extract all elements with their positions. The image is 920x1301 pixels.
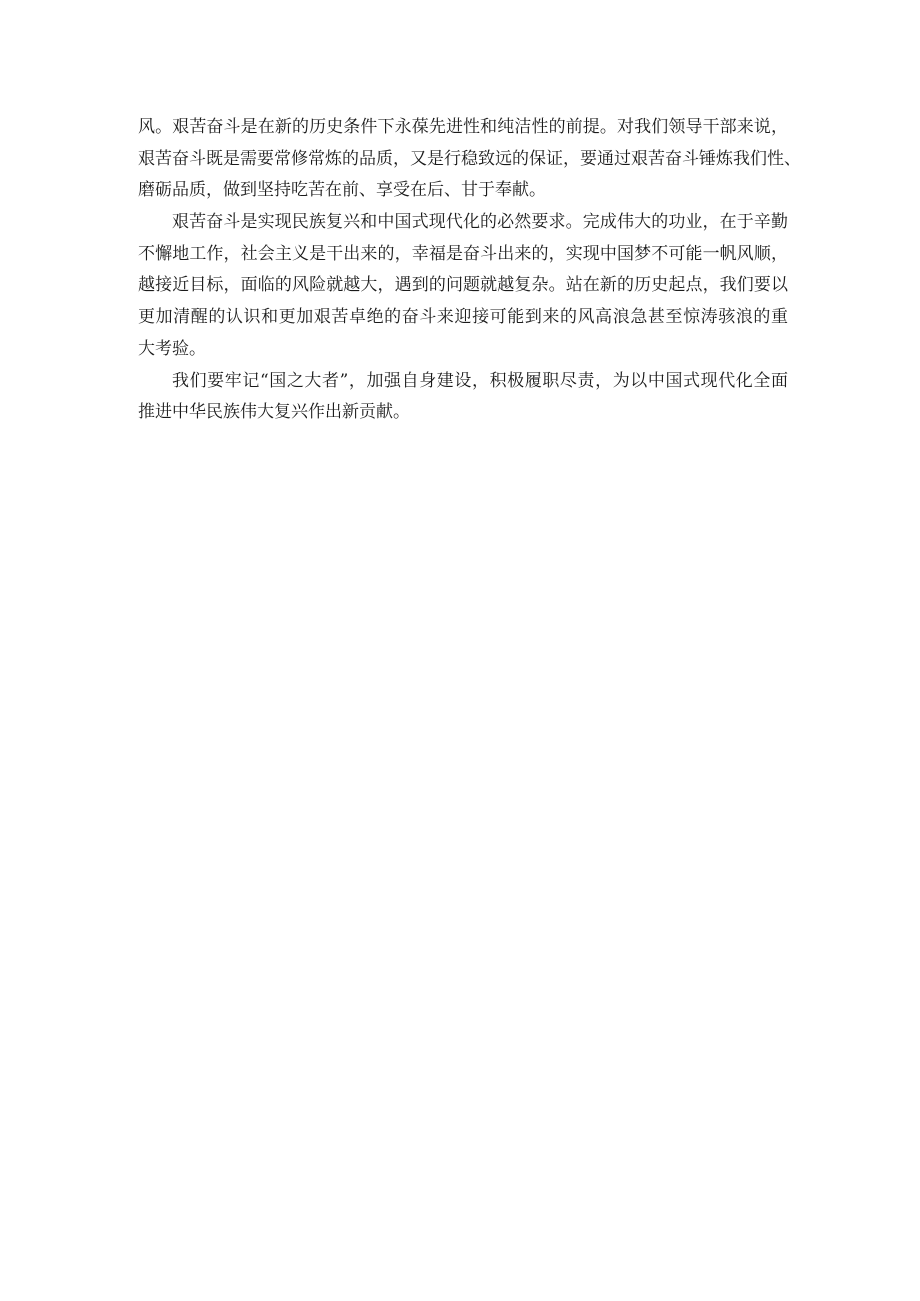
document-body [138, 112, 801, 429]
paragraph-3 [138, 366, 788, 429]
text-line: 推进中华民族伟大复兴作出新贡献。 [138, 402, 410, 423]
text-line: 大考验。 [138, 338, 206, 359]
text-line: 风。艰苦奋斗是在新的历史条件下永葆先进性和纯洁性的前提。对我们领导干部来说， [138, 117, 788, 137]
paragraph-2 [138, 207, 788, 365]
text-line: 更加清醒的认识和更加艰苦卓绝的奋斗来迎接可能到来的风高浪急甚至惊涛骇浪的重 [138, 307, 788, 328]
text-line: 艰苦奋斗是实现民族复兴和中国式现代化的必然要求。完成伟大的功业，在于辛勤 [172, 212, 788, 233]
text-line: 越接近目标，面临的风险就越大，遇到的问题就越复杂。站在新的历史起点，我们要以 [138, 275, 788, 296]
paragraph-1 [138, 112, 801, 207]
text-line: 磨砺品质，做到坚持吃苦在前、享受在后、甘于奉献。 [138, 180, 546, 201]
text-line: 艰苦奋斗既是需要常修常炼的品质，又是行稳致远的保证，要通过艰苦奋斗锤炼我们性、 [138, 148, 801, 169]
text-line: 不懈地工作，社会主义是干出来的，幸福是奋斗出来的，实现中国梦不可能一帆风顺， [138, 243, 788, 264]
text-line: 我们要牢记“国之大者”，加强自身建设，积极履职尽责，为以中国式现代化全面 [172, 370, 788, 391]
